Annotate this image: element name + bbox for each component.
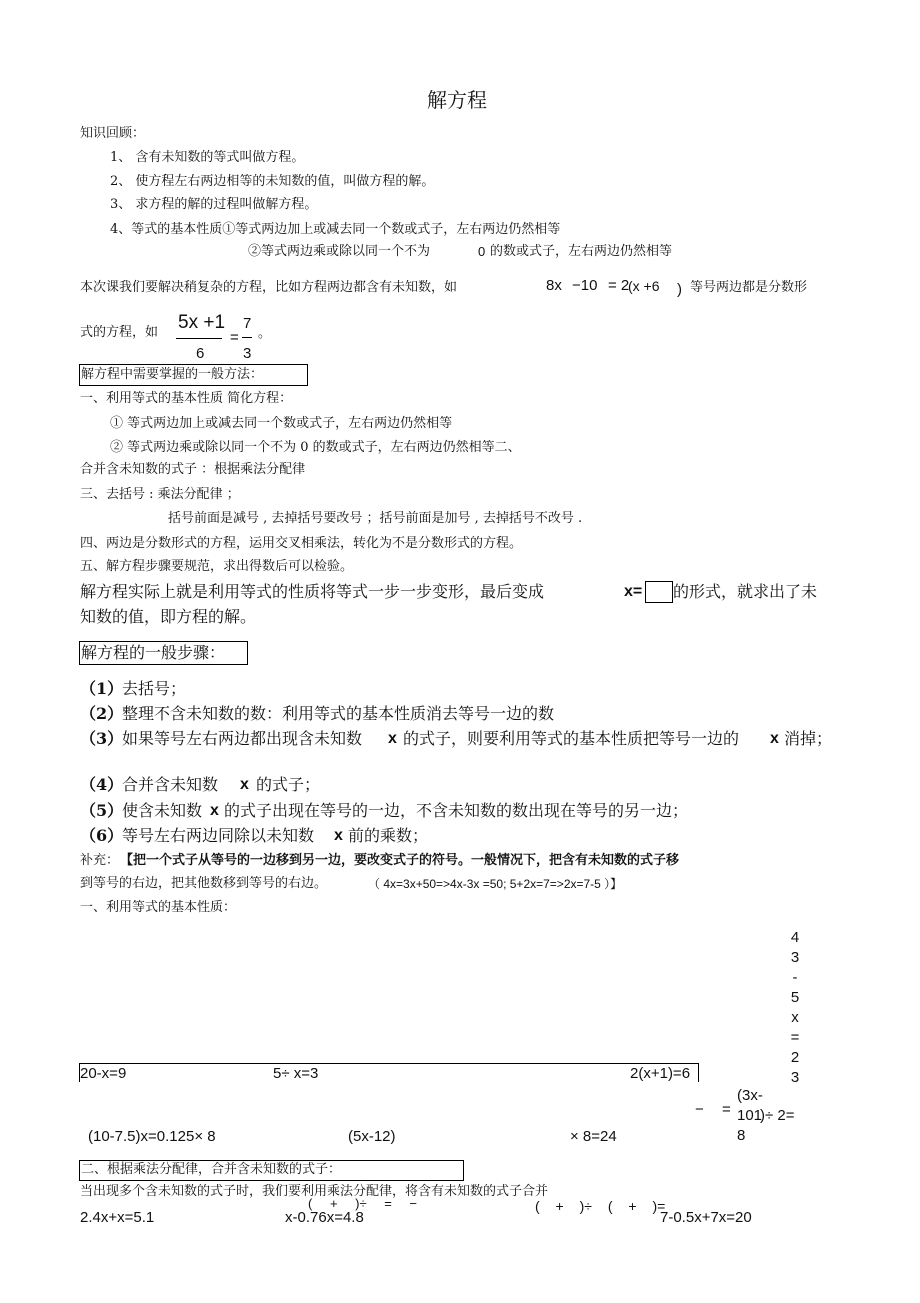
method-1b: ② 等式两边乘或除以同一个不为 0 的数或式子，左右两边仍然相等二、 bbox=[110, 440, 521, 455]
step-5-pre: 使含未知数 bbox=[122, 801, 203, 820]
intro-line-2: 式的方程，如 bbox=[80, 325, 159, 340]
step-3-mid: 的式子，则要利用等式的基本性质把等号一边的 bbox=[403, 729, 740, 748]
review-item-2: 2、 使方程左右两边相等的未知数的值，叫做方程的解。 bbox=[110, 174, 435, 189]
step-6-pre: 等号左右两边同除以未知数 bbox=[122, 826, 315, 845]
fraction-2-bar bbox=[242, 337, 252, 338]
step-6-x: x bbox=[334, 827, 343, 844]
method-1: 一、利用等式的基本性质 简化方程： bbox=[80, 391, 293, 406]
page-title: 解方程 bbox=[427, 88, 487, 112]
eq1-eq: = 2 bbox=[608, 277, 630, 294]
step-1: 去括号； bbox=[122, 679, 187, 698]
section-2-description: 当出现多个含未知数的式子时，我们要利用乘法分配律，将含有未知数的式子合并 bbox=[80, 1184, 549, 1199]
equation-fraction-skeleton: ( + )÷ = − bbox=[308, 1196, 418, 1211]
method-1a: ① 等式两边加上或减去同一个数或式子，左右两边仍然相等 bbox=[110, 416, 453, 431]
section-2-title-box bbox=[79, 1160, 464, 1181]
equation-2-4x: 2.4x+x=5.1 bbox=[80, 1209, 155, 1226]
fraction-2-denominator: 3 bbox=[243, 345, 252, 362]
summary-x-eq: x= bbox=[624, 583, 643, 600]
step-2: 整理不含未知数的数：利用等式的基本性质消去等号一边的数 bbox=[122, 704, 555, 723]
fraction-1-bar bbox=[176, 338, 222, 339]
step-2-number: （2） bbox=[80, 704, 124, 723]
intro-period: 。 bbox=[258, 326, 272, 341]
intro-line-1: 本次课我们要解决稍复杂的方程，比如方程两边都含有未知数，如 bbox=[80, 280, 458, 295]
equation-2x-plus-1: 2(x+1)=6 bbox=[630, 1065, 691, 1082]
vertical-equation bbox=[788, 928, 802, 1088]
vertical-char: - bbox=[792, 969, 798, 986]
steps-title-box bbox=[79, 641, 248, 665]
step-4-x: x bbox=[240, 776, 249, 793]
equation-20-x: 20-x=9 bbox=[80, 1065, 127, 1082]
step-6-post: 前的乘数； bbox=[348, 826, 429, 845]
eq1-lhs: 8x bbox=[546, 277, 562, 294]
method-4: 四、两边是分数形式的方程，运用交叉相乘法，转化为不是分数形式的方程。 bbox=[80, 536, 523, 551]
method-5: 五、解方程步骤要规范，求出得数后可以检验。 bbox=[80, 559, 354, 574]
review-item-3: 3、 求方程的解的过程叫做解方程。 bbox=[110, 197, 318, 212]
section-1-title: 一、利用等式的基本性质： bbox=[80, 900, 237, 915]
supplement-label: 补充： bbox=[80, 853, 120, 868]
review-item-1: 1、 含有未知数的等式叫做方程。 bbox=[110, 150, 305, 165]
summary-line-1: 解方程实际上就是利用等式的性质将等式一步一步变形，最后变成 bbox=[80, 582, 545, 601]
method-3a: 括号前面是减号 , 去掉括号要改号 ；括号前面是加号 , 去掉括号不改号 . bbox=[168, 511, 583, 526]
review-item-4b-post: 的数或式子，左右两边仍然相等 bbox=[490, 244, 673, 259]
step-4-pre: 合并含未知数 bbox=[122, 775, 219, 794]
vertical-char: 3 bbox=[790, 949, 800, 966]
equation-5x-12: (5x-12) bbox=[348, 1128, 396, 1145]
equation-6-a: (3x- bbox=[737, 1087, 763, 1104]
supplement-line-1: 【把一个式子从等号的一边移到另一边，要改变式子的符号。一般情况下，把含有未知数的式子移 bbox=[120, 853, 680, 868]
equation-6-c: )÷ 2= bbox=[760, 1107, 795, 1124]
vertical-char: 5 bbox=[790, 989, 800, 1006]
eq1-paren: (x +6 bbox=[628, 278, 660, 294]
equation-6-d: 8 bbox=[737, 1127, 746, 1144]
step-6-number: （6） bbox=[80, 826, 124, 845]
fraction-1-denominator: 6 bbox=[196, 345, 205, 362]
methods-title-box bbox=[79, 364, 308, 386]
step-4-post: 的式子； bbox=[256, 775, 321, 794]
method-3: 三、去括号 : 乘法分配律 ； bbox=[80, 487, 240, 502]
review-item-4b-zero: 0 bbox=[478, 244, 486, 259]
step-4-number: （4） bbox=[80, 775, 124, 794]
vertical-char: x bbox=[791, 1009, 799, 1026]
vertical-char: 3 bbox=[790, 1069, 800, 1086]
equation-6-dash: − bbox=[695, 1101, 704, 1118]
vertical-char: 2 bbox=[790, 1049, 800, 1066]
summary-line-1-post: 的形式，就求出了未 bbox=[673, 582, 818, 601]
equation-6-eq: = bbox=[722, 1101, 731, 1118]
equation-10-7-5: (10-7.5)x=0.125× 8 bbox=[88, 1128, 216, 1145]
equation-row-box bbox=[79, 1063, 699, 1082]
supplement-line-2: 到等号的右边，把其他数移到等号的右边。 bbox=[80, 876, 328, 891]
equation-6-b: 101 bbox=[737, 1107, 763, 1124]
step-5-number: （5） bbox=[80, 801, 124, 820]
equation-5-div-x: 5÷ x=3 bbox=[273, 1065, 319, 1082]
fraction-2-numerator: 7 bbox=[243, 315, 252, 332]
intro-line-1-post: 等号两边都是分数形 bbox=[690, 280, 808, 295]
step-1-number: （1） bbox=[80, 679, 124, 698]
section-2-title: 二、根据乘法分配律，合并含未知数的式子： bbox=[81, 1162, 342, 1177]
methods-title: 解方程中需要掌握的一般方法： bbox=[81, 367, 264, 382]
answer-box bbox=[645, 581, 673, 603]
step-3-x: x bbox=[388, 730, 397, 747]
supplement-example: （ 4x=3x+50=>4x-3x =50; 5+2x=7=>2x=7-5 ）】 bbox=[368, 877, 623, 891]
summary-line-2: 知数的值，即方程的解。 bbox=[80, 607, 257, 626]
steps-title: 解方程的一般步骤： bbox=[81, 643, 226, 662]
step-5-post: 的式子出现在等号的一边，不含未知数的数出现在等号的另一边； bbox=[224, 801, 689, 820]
fraction-1-numerator: 5x +1 bbox=[178, 312, 226, 333]
review-heading: 知识回顾： bbox=[80, 126, 146, 141]
equation-paren-skeleton: ( + )÷ ( + )= bbox=[535, 1198, 666, 1214]
equation-x-0-76x: x-0.76x=4.8 bbox=[285, 1209, 364, 1226]
review-item-4b-pre: ②等式两边乘或除以同一个不为 bbox=[248, 244, 431, 259]
equation-times-8: × 8=24 bbox=[570, 1128, 617, 1145]
step-3-post: 消掉； bbox=[784, 729, 833, 748]
review-item-4a: 4、等式的基本性质①等式两边加上或减去同一个数或式子，左右两边仍然相等 bbox=[110, 222, 561, 237]
step-3-number: （3） bbox=[80, 729, 124, 748]
equals-sign: = bbox=[230, 329, 239, 346]
step-3-pre: 如果等号左右两边都出现含未知数 bbox=[122, 729, 363, 748]
step-3-x2: x bbox=[770, 730, 779, 747]
method-2: 合并含未知数的式子 ：根据乘法分配律 bbox=[80, 462, 306, 477]
vertical-char: 4 bbox=[790, 929, 800, 946]
vertical-char: = bbox=[790, 1029, 800, 1046]
eq1-close: ) bbox=[677, 281, 682, 298]
equation-7-0-5x: 7-0.5x+7x=20 bbox=[660, 1209, 752, 1226]
step-5-x: x bbox=[210, 802, 219, 819]
eq1-minus: −10 bbox=[572, 277, 598, 294]
